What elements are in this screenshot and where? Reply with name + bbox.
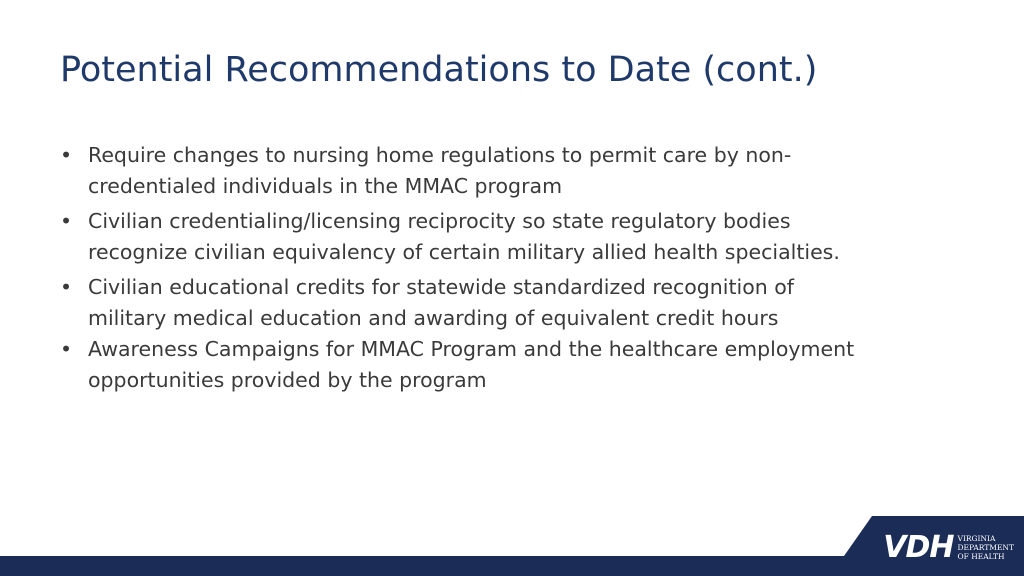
bullet-text-line: Civilian credentialing/licensing reciprocity so state regulatory bodies — [88, 209, 791, 233]
bullet-text-line: recognize civilian equivalency of certain military allied health specialties. — [88, 240, 840, 264]
bullet-text-line: Civilian educational credits for statewide standardized recognition of — [88, 275, 795, 299]
vdh-logo-mark: VDH — [883, 529, 954, 565]
bullet-marker: • — [60, 275, 73, 299]
bullet-text-line: military medical education and awarding of equivalent credit hours — [88, 306, 779, 330]
list-item — [60, 140, 980, 202]
list-item — [60, 206, 980, 268]
bullet-marker: • — [60, 337, 73, 361]
bullet-text-line: opportunities provided by the program — [88, 368, 487, 392]
bullet-text-line: Require changes to nursing home regulations to permit care by non- — [88, 143, 792, 167]
vdh-logo — [883, 526, 1014, 568]
list-item — [60, 334, 980, 396]
vdh-logo-text — [958, 534, 1015, 561]
bullet-marker: • — [60, 209, 73, 233]
bullet-text-line: Awareness Campaigns for MMAC Program and the healthcare employment — [88, 337, 855, 361]
bullet-text-line: credentialed individuals in the MMAC program — [88, 174, 563, 198]
list-item — [60, 272, 980, 334]
bullet-list — [60, 140, 980, 396]
vdh-logo-line: VIRGINIA — [957, 533, 996, 543]
bullet-marker: • — [60, 143, 73, 167]
slide-title: Potential Recommendations to Date (cont.) — [60, 50, 818, 90]
vdh-logo-line: DEPARTMENT — [957, 542, 1014, 552]
vdh-logo-line: OF HEALTH — [957, 551, 1005, 561]
